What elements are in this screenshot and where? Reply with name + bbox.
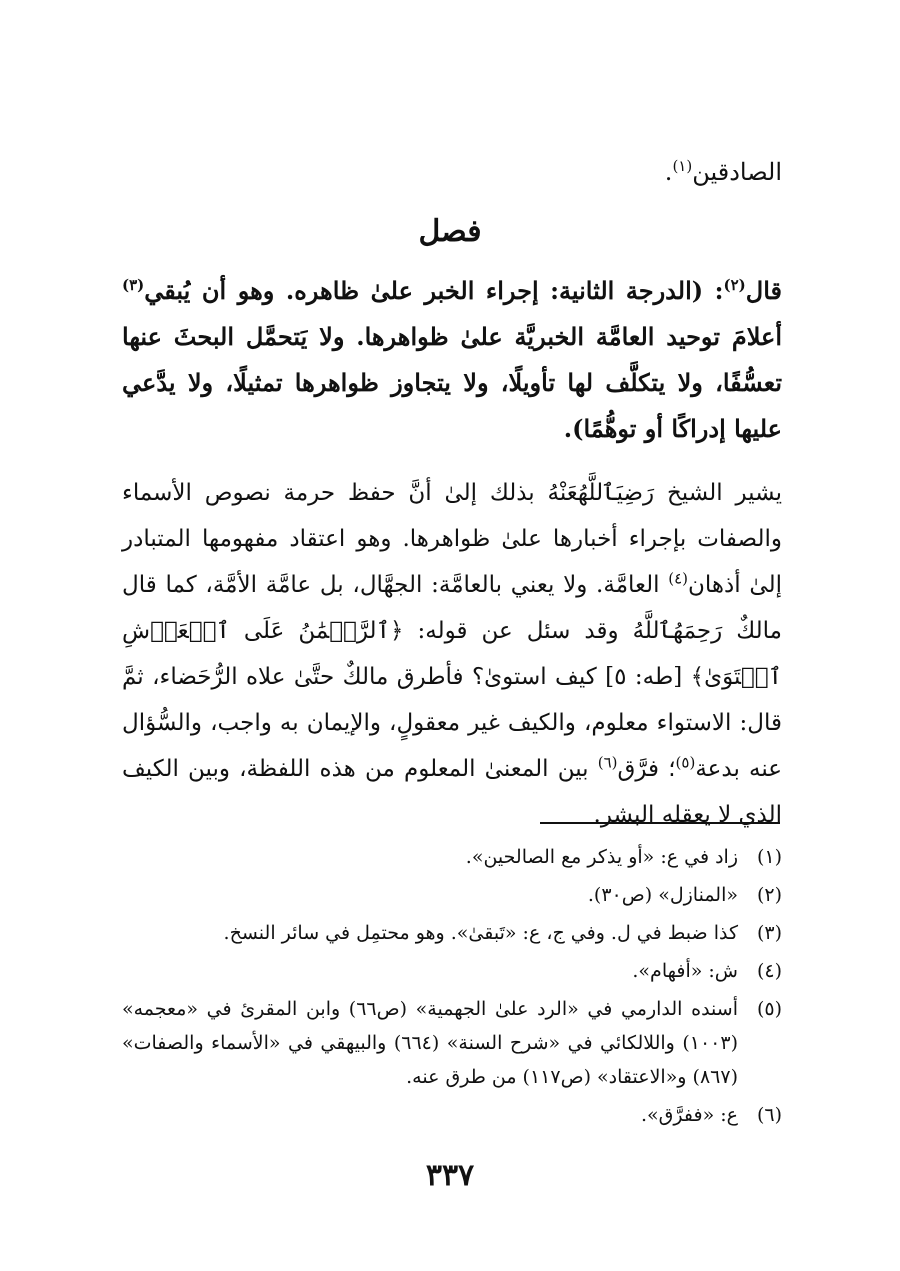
body-text-3: ؛ فرَّق xyxy=(617,756,676,782)
footnote-ref-5: (٥) xyxy=(675,753,696,772)
footnote-text: زاد في ع: «أو يذكر مع الصالحين». xyxy=(465,846,738,868)
footnote-text: كذا ضبط في ل. وفي ج، ع: «تَبقىٰ». وهو محتمِل في سائر النسخ. xyxy=(223,922,738,944)
footnote xyxy=(122,954,782,988)
footnote-number: (٦) xyxy=(756,1104,782,1126)
opening-text: الصادقين xyxy=(692,158,782,186)
footnote-ref-4: (٤) xyxy=(668,569,689,588)
quote-text-2: أعلامَ توحيد العامَّة الخبريَّة علىٰ ظواهرها. ولا يَتحمَّل البحثَ عنها تعسُّفًا، ولا يتكلَّف لها تأويلًا، ولا يتجاوز ظواهرها تمثيلًا، ولا يدَّعي عليها إدراكًا أو توهُّمًا). xyxy=(122,322,782,443)
footnote-number: (٤) xyxy=(756,960,782,982)
footnote-text: ع: «ففرَّق». xyxy=(641,1104,738,1126)
footnote xyxy=(122,916,782,950)
body-text-1: يشير الشيخ رَضِيَٱللَّهُعَنْهُ بذلك إلىٰ أنَّ حفظ حرمة نصوص الأسماء والصفات بإجراء أخبارها علىٰ ظواهرها. وهو اعتقاد مفهومها المتبادر إلىٰ أذهان xyxy=(122,480,782,598)
footnote-ref-3: (٣) xyxy=(122,276,145,294)
footnote xyxy=(122,878,782,912)
footnote-ref-6: (٦) xyxy=(597,753,618,772)
footnote-divider xyxy=(540,822,780,824)
footnote-number: (١) xyxy=(756,846,782,868)
opening-line xyxy=(122,152,782,192)
footnote-number: (٢) xyxy=(756,884,782,906)
body-text-2: العامَّة. ولا يعني بالعامَّة: الجهَّال، بل عامَّة الأمَّة، كما قال مالكٌ رَحِمَهُٱللَّهُ وقد سئل عن قوله: ﴿ٱلرَّحۡمَٰنُ عَلَى ٱلۡعَرۡشِ ٱسۡتَوَىٰ﴾ [طه: ٥] كيف استوىٰ؟ فأطرق مالكٌ حتَّىٰ علاه الرُّحَضاء، ثمَّ قال: الاستواء معلوم، والكيف غير معقولٍ، والإيمان به واجب، والسُّؤال عنه بدعة xyxy=(122,572,782,782)
quote-text-1: : (الدرجة الثانية: إجراء الخبر علىٰ ظاهره. وهو أن يُبقي xyxy=(144,276,724,305)
footnote xyxy=(122,840,782,874)
footnote-ref-1: (١) xyxy=(672,157,693,175)
footnote-ref-2: (٢) xyxy=(723,276,746,294)
body-text-4: بين المعنىٰ المعلوم من هذه اللفظة، وبين الكيف الذي لا يعقله البشر. xyxy=(122,756,782,828)
quote-lead: قال xyxy=(745,276,782,305)
footnotes xyxy=(122,840,782,1136)
footnote xyxy=(122,992,782,1094)
footnote-number: (٥) xyxy=(756,998,782,1020)
footnote-text: ش: «أفهام». xyxy=(632,960,738,982)
page-number: ٣٣٧ xyxy=(425,1158,475,1193)
opening-punctuation: . xyxy=(664,158,673,186)
footnote-text: أسنده الدارمي في «الرد علىٰ الجهمية» (ص٦٦) وابن المقرئ في «معجمه» (١٠٠٣) واللالكائي في «شرح السنة» (٦٦٤) والبيهقي في «الأسماء والصفات» (٨٦٧) و«الاعتقاد» (ص١١٧) من طرق عنه. xyxy=(122,998,738,1088)
footnote-text: «المنازل» (ص٣٠). xyxy=(587,884,738,906)
section-heading: فصل xyxy=(418,214,482,249)
quoted-statement xyxy=(122,268,782,452)
commentary-paragraph xyxy=(122,470,782,838)
footnote-number: (٣) xyxy=(756,922,782,944)
footnote xyxy=(122,1098,782,1132)
